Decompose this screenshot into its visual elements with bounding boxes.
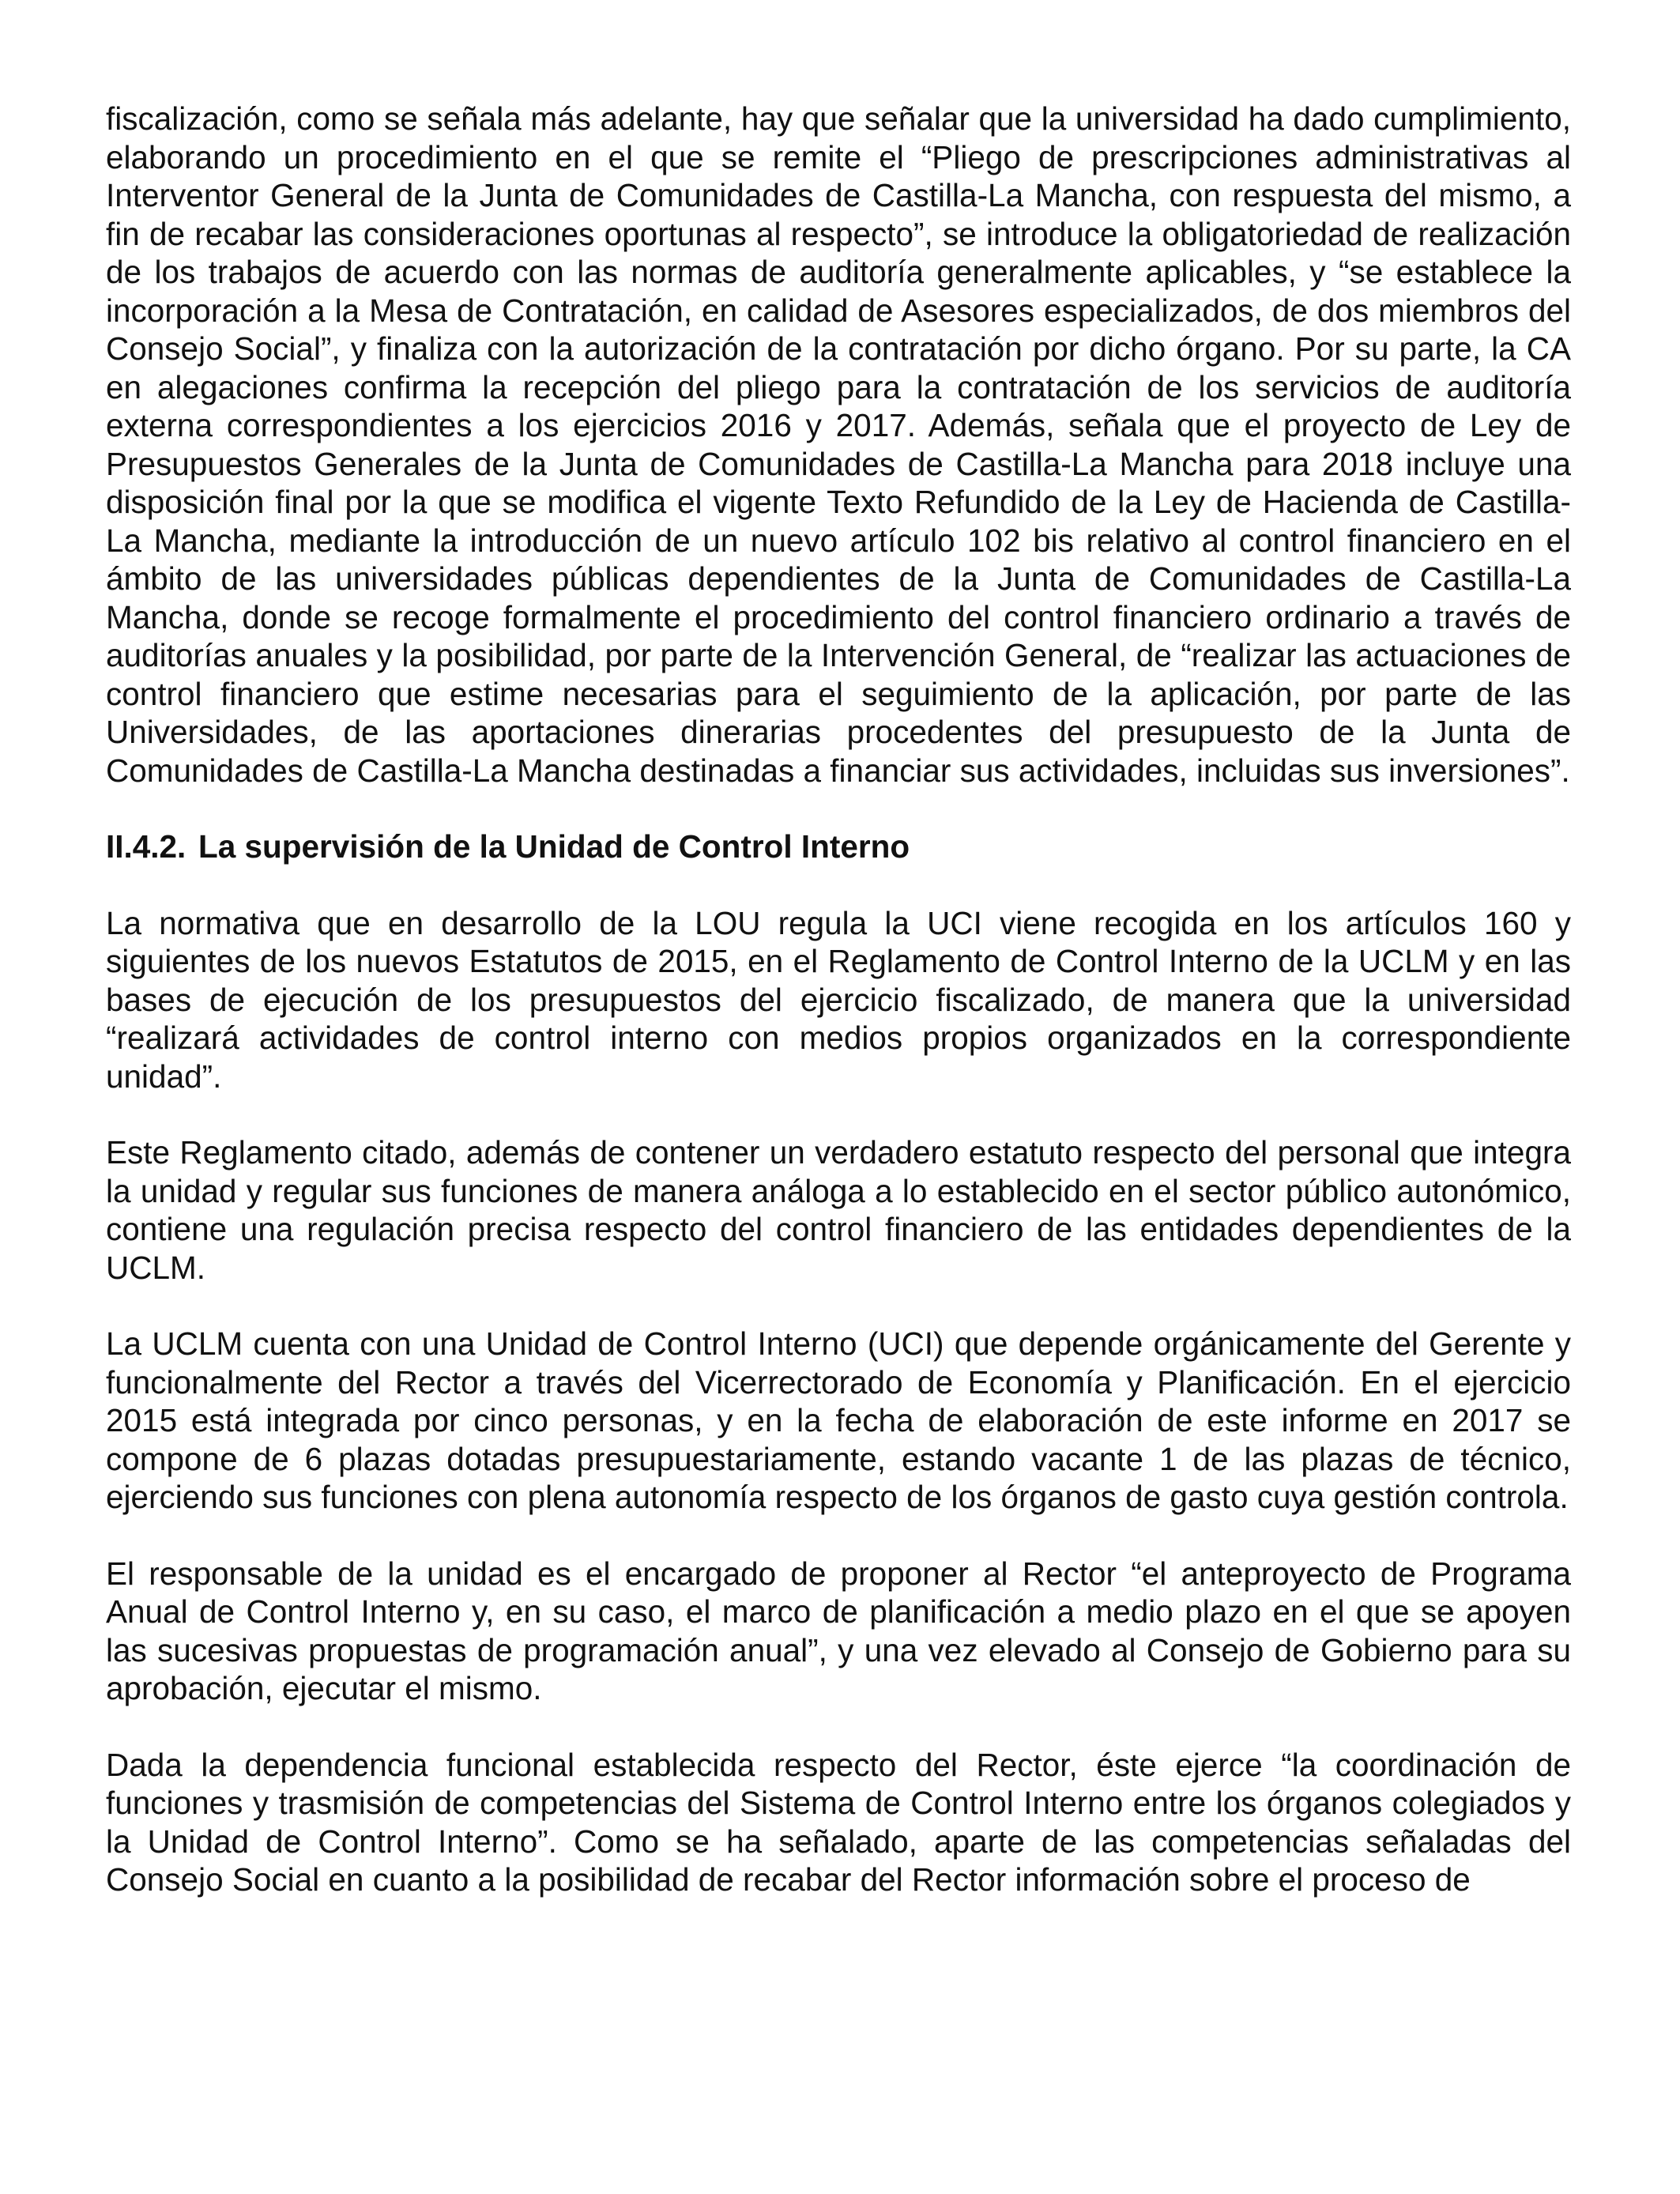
section-title: La supervisión de la Unidad de Control Interno bbox=[198, 828, 910, 865]
paragraph-uci-composition: La UCLM cuenta con una Unidad de Control Interno (UCI) que depende orgánicamente del Gerente y funcionalmente del Rector a través del Vicerrectorado de Economía y Planificación. En el ejercicio 2015 está integrada por cinco personas, y en la fecha de elaboración de este informe en 2017 se compone de 6 plazas dotadas presupuestariamente, estando vacante 1 de las plazas de técnico, ejerciendo sus funciones con plena autonomía respecto de los órganos de gasto cuya gestión controla. bbox=[106, 1325, 1571, 1515]
paragraph-fiscalizacion: fiscalización, como se señala más adelante, hay que señalar que la universidad ha dado cumplimiento, elaborando un procedimiento en el que se remite el “Pliego de prescripciones administrativas al Interventor General de la Junta de Comunidades de Castilla-La Mancha, con respuesta del mismo, a fin de recabar las consideraciones oportunas al respecto”, se introduce la obligatoriedad de realización de los trabajos de acuerdo con las normas de auditoría generalmente aplicables, y “se establece la incorporación a la Mesa de Contratación, en calidad de Asesores especializados, de dos miembros del Consejo Social”, y finaliza con la autorización de la contratación por dicho órgano. Por su parte, la CA en alegaciones confirma la recepción del pliego para la contratación de los servicios de auditoría externa correspondientes a los ejercicios 2016 y 2017. Además, señala que el proyecto de Ley de Presupuestos Generales de la Junta de Comunidades de Castilla-La Mancha para 2018 incluye una disposición final por la que se modifica el vigente Texto Refundido de la Ley de Hacienda de Castilla-La Mancha, mediante la introducción de un nuevo artículo 102 bis relativo al control financiero en el ámbito de las universidades públicas dependientes de la Junta de Comunidades de Castilla-La Mancha, donde se recoge formalmente el procedimiento del control financiero ordinario a través de auditorías anuales y la posibilidad, por parte de la Intervención General, de “realizar las actuaciones de control financiero que estime necesarias para el seguimiento de la aplicación, por parte de las Universidades, de las aportaciones dinerarias procedentes del presupuesto de la Junta de Comunidades de Castilla-La Mancha destinadas a financiar sus actividades, incluidas sus inversiones”. bbox=[106, 100, 1571, 789]
paragraph-dependencia: Dada la dependencia funcional establecida respecto del Rector, éste ejerce “la coordinación de funciones y trasmisión de competencias del Sistema de Control Interno entre los órganos colegiados y la Unidad de Control Interno”. Como se ha señalado, aparte de las competencias señaladas del Consejo Social en cuanto a la posibilidad de recabar del Rector información sobre el proceso de bbox=[106, 1746, 1571, 1898]
section-number: II.4.2. bbox=[106, 828, 186, 865]
paragraph-responsable: El responsable de la unidad es el encargado de proponer al Rector “el anteproyecto de Programa Anual de Control Interno y, en su caso, el marco de planificación a medio plazo en el que se apoyen las sucesivas propuestas de programación anual”, y una vez elevado al Consejo de Gobierno para su aprobación, ejecutar el mismo. bbox=[106, 1555, 1571, 1706]
document-page bbox=[106, 100, 1571, 1899]
paragraph-reglamento: Este Reglamento citado, además de contener un verdadero estatuto respecto del personal que integra la unidad y regular sus funciones de manera análoga a lo establecido en el sector público autonómico, contiene una regulación precisa respecto del control financiero de las entidades dependientes de la UCLM. bbox=[106, 1134, 1571, 1286]
section-heading bbox=[106, 827, 1571, 866]
paragraph-normativa: La normativa que en desarrollo de la LOU regula la UCI viene recogida en los artículos 160 y siguientes de los nuevos Estatutos de 2015, en el Reglamento de Control Interno de la UCLM y en las bases de ejecución de los presupuestos del ejercicio fiscalizado, de manera que la universidad “realizará actividades de control interno con medios propios organizados en la correspondiente unidad”. bbox=[106, 904, 1571, 1095]
